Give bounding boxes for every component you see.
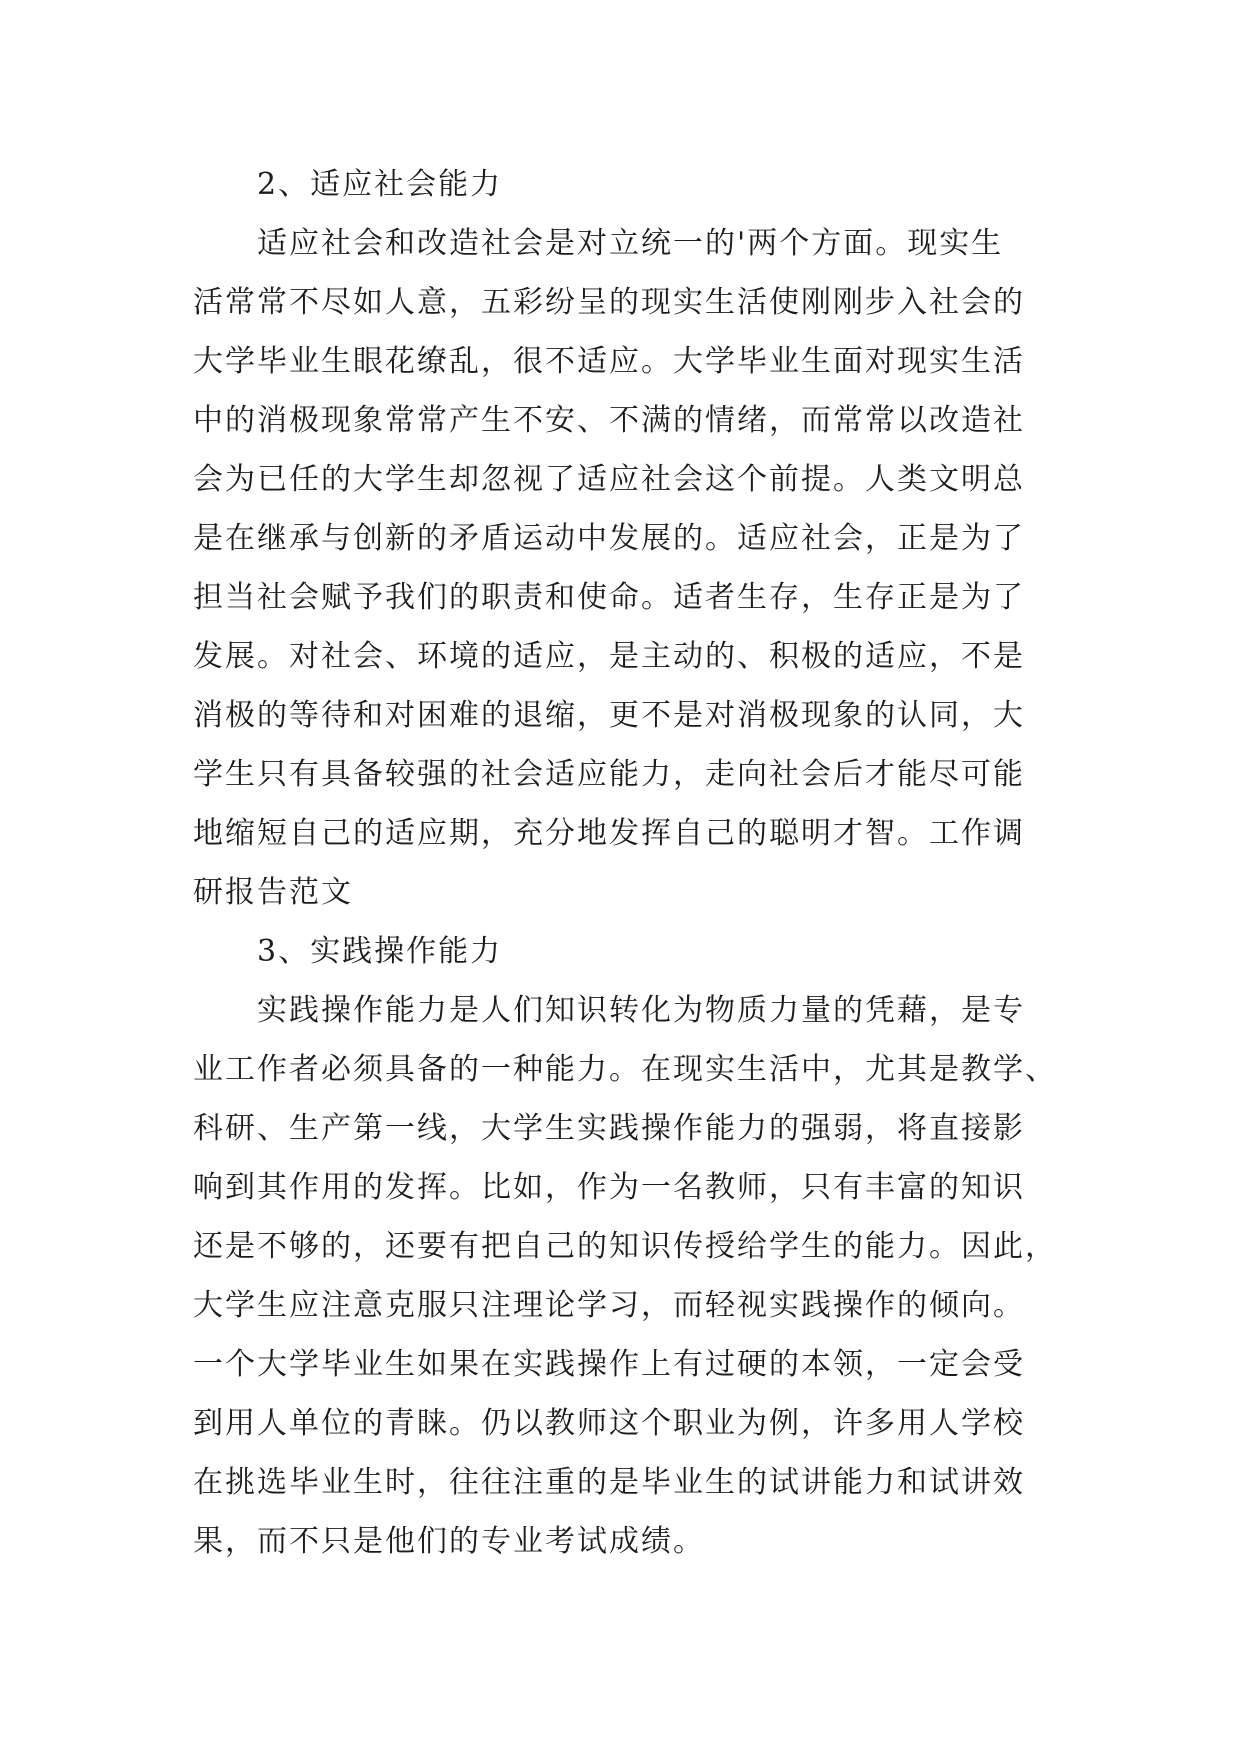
paragraph-line: 实践操作能力是人们知识转化为物质力量的凭藉，是专 (257, 993, 1025, 1028)
paragraph-line: 学生只有具备较强的社会适应能力，走向社会后才能尽可能 (193, 757, 1025, 792)
paragraph-line: 科研、生产第一线，大学生实践操作能力的强弱，将直接影 (193, 1111, 1025, 1146)
section-practical-skills (193, 922, 1059, 1571)
paragraph-line: 发展。对社会、环境的适应，是主动的、积极的适应，不是 (193, 639, 1025, 674)
paragraph-line: 适应社会和改造社会是对立统一的'两个方面。现实生 (257, 226, 1004, 261)
section-heading: 3、实践操作能力 (257, 934, 503, 969)
paragraph-line: 担当社会赋予我们的职责和使命。适者生存，生存正是为了 (193, 580, 1025, 615)
paragraph-line: 大学毕业生眼花缭乱，很不适应。大学毕业生面对现实生活 (193, 344, 1025, 379)
paragraph-line: 地缩短自己的适应期，充分地发挥自己的聪明才智。工作调 (193, 816, 1025, 851)
paragraph-line: 是在继承与创新的矛盾运动中发展的。适应社会，正是为了 (193, 521, 1025, 556)
paragraph-line: 果，而不只是他们的专业考试成绩。 (193, 1524, 705, 1559)
text-body (193, 155, 1059, 1571)
paragraph-line: 中的消极现象常常产生不安、不满的情绪，而常常以改造社 (193, 403, 1025, 438)
paragraph-line: 研报告范文 (193, 875, 353, 910)
paragraph-line: 还是不够的，还要有把自己的知识传授给学生的能力。因此， (193, 1229, 1057, 1264)
paragraph-line: 大学生应注意克服只注理论学习，而轻视实践操作的倾向。 (193, 1288, 1025, 1323)
paragraph-line: 会为已任的大学生却忽视了适应社会这个前提。人类文明总 (193, 462, 1025, 497)
paragraph-line: 到用人单位的青睐。仍以教师这个职业为例，许多用人学校 (193, 1406, 1025, 1441)
section-adaptability (193, 155, 1059, 922)
paragraph-line: 响到其作用的发挥。比如，作为一名教师，只有丰富的知识 (193, 1170, 1025, 1205)
paragraph-line: 消极的等待和对困难的退缩，更不是对消极现象的认同，大 (193, 698, 1025, 733)
paragraph-line: 活常常不尽如人意，五彩纷呈的现实生活使刚刚步入社会的 (193, 285, 1025, 320)
paragraph-line: 在挑选毕业生时，往往注重的是毕业生的试讲能力和试讲效 (193, 1465, 1025, 1500)
paragraph-line: 一个大学毕业生如果在实践操作上有过硬的本领，一定会受 (193, 1347, 1025, 1382)
section-heading: 2、适应社会能力 (257, 167, 503, 202)
paragraph-line: 业工作者必须具备的一种能力。在现实生活中，尤其是教学、 (193, 1052, 1057, 1087)
